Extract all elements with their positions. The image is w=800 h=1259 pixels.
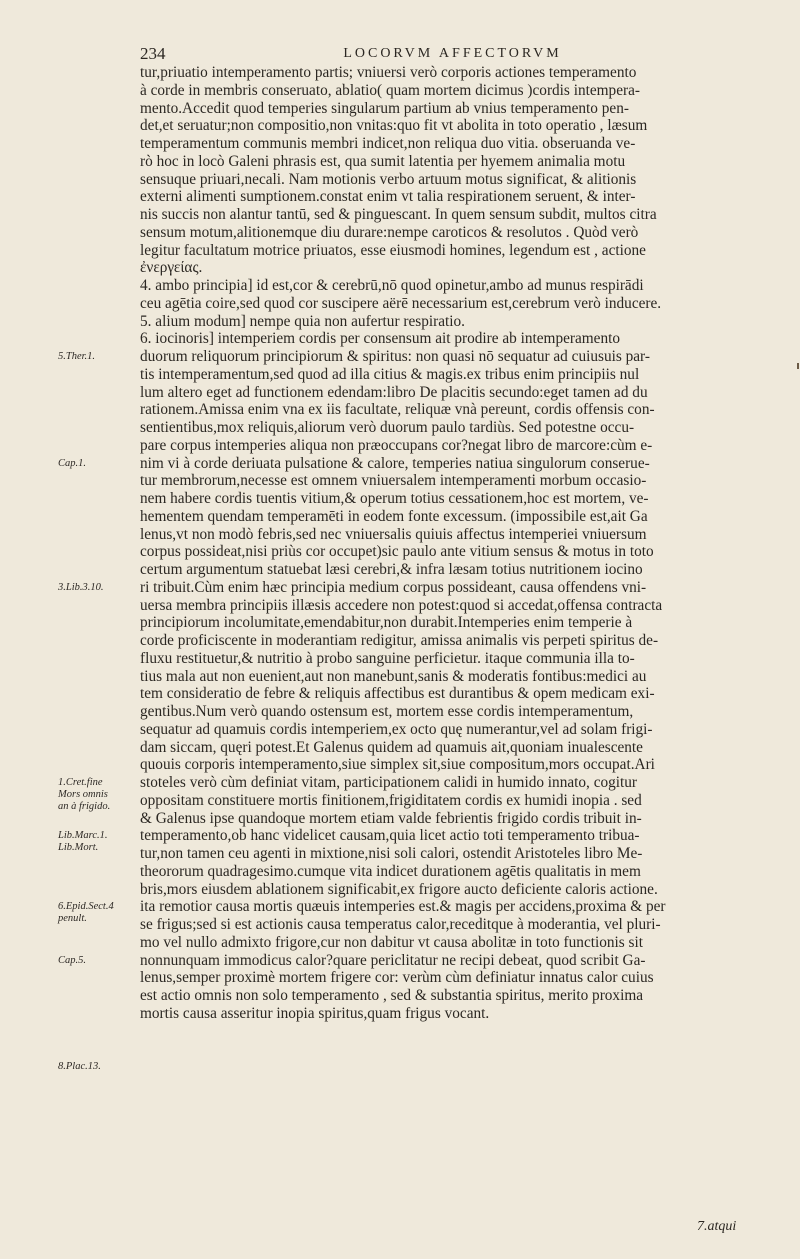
text-line: nim vi à corde deriuata pulsatione & calore, temperies natiua singulorum conserue-: [140, 454, 650, 472]
text-line: lenus,vt non modò febris,sed nec vniuersalis quiuis affectus intemperiei vniuersum: [140, 525, 647, 543]
text-line: corde proficiscente in moderantiam redigitur, amissa animalis vis perpeti spiritus de-: [140, 632, 659, 649]
text-line: fluxu restituetur,& nutritio à probo sanguine perficietur. itaque communia illa to-: [140, 649, 635, 667]
text-line: à corde in membris conseruato, ablatio( quam mortem dicimus )cordis intempera-: [140, 81, 640, 99]
margin-note-line: 5.Ther.1.: [58, 351, 96, 362]
text-line: 4. ambo principia] id est,cor & cerebrū,nō quod opinetur,ambo ad munus respirādi: [140, 277, 644, 294]
text-line: uersa membra principiis illæsis accedere non potest:quod si accedat,offensa contracta: [140, 596, 663, 614]
text-line: theororum quadragesimo.cumque vita indicet durationem agētis qualitatis in mem: [140, 862, 641, 880]
text-line: 5. alium modum] nempe quia non aufertur respiratio.: [140, 312, 465, 330]
margin-note-line: 6.Epid.Sect.4: [58, 901, 114, 913]
text-line: sequatur ad quamuis cordis intemperiem,ex octo quę numerantur,vel ad solam frigi-: [140, 720, 653, 738]
text-line: corpus possideat,nisi priùs cor occupet)sic paulo ante vitium sensus & motus in toto: [140, 543, 654, 561]
catchword: 7.atqui: [697, 1219, 737, 1234]
margin-note-line: Cap.1.: [58, 457, 87, 469]
text-line: tius mala aut non euenient,aut non manebunt,sanis & moderatis fontibus:medici au: [140, 667, 647, 685]
margin-note: [58, 351, 138, 363]
margin-note-line: Mors omnis: [58, 789, 108, 800]
text-line: sensum motum,alitionemque diu durare:nempe caroticos & resolutos . Quòd verò: [140, 223, 639, 241]
running-title: LOCORVM AFFECTORVM: [343, 46, 562, 61]
text-line: est actio omnis non solo temperamento , sed & substantia spiritus, merito proxima: [140, 987, 644, 1004]
text-line: 6. iocinoris] intemperiem cordis per consensum ait prodire ab intemperamento: [140, 330, 621, 348]
text-line: mo vel nullo admixto frigore,cur non dabitur vt causa abolitæ in toto functionis sit: [140, 933, 644, 951]
text-line: lenus,semper proximè mortem frigere cor: verùm cùm definiatur innatus calor cuius: [140, 969, 654, 987]
text-line: bris,mors eiusdem ablationem significabit,ex frigore aucto deficiente caloris actione.: [140, 880, 658, 898]
folio-number: 234: [140, 44, 166, 63]
text-line: hementem quendam temperamēti in eodem fonte excessum. (impossibile est,ait Ga: [140, 507, 648, 525]
text-line: sensuque priuari,necali. Nam motionis verbo artuum motus significat, & alitionis: [140, 170, 637, 188]
text-line: temperamento,ob hanc videlicet causam,quia licet actio toti temperamento tribua-: [140, 827, 640, 845]
text-line: sentientibus,mox reliquis,aliorum verò duorum paulo tardiùs. Sed potestne occu-: [140, 419, 635, 436]
margin-note: [58, 458, 138, 470]
text-line: se frigus;sed si est actionis causa temperatus calor,receditque à moderantia, vel pluri-: [140, 916, 661, 933]
text-line: externi alimenti sumptionem.constat enim vt talia respirationem seruent, & inter-: [140, 188, 636, 206]
text-line: tis intemperamentum,sed quod ad illa citius & magis.ex tribus enim principiis nul: [140, 365, 640, 383]
margin-note: [58, 777, 138, 813]
text-line: tur,priuatio intemperamento partis; vniuersi verò corporis actiones temperamento: [140, 64, 637, 81]
margin-note-line: an à frigido.: [58, 801, 111, 812]
text-line: pare corpus intemperies aliqua non præoccupans cor?negat libro de marcore:cùm e-: [140, 436, 653, 454]
text-line: oppositam constituere mortis finitionem,frigiditatem cordis ex humidi inopia . sed: [140, 791, 642, 809]
text-line: nis succis non alantur tantū, sed & pinguescant. In quem sensum subdit, multos citra: [140, 206, 657, 223]
margin-note-line: penult.: [58, 913, 87, 925]
main-text: [140, 64, 765, 1023]
text-line: gentibus.Num verò quando ostensum est, mortem esse cordis intemperamentum,: [140, 703, 634, 720]
text-line: ἐνεργείας.: [140, 259, 203, 277]
text-line: ita remotior causa mortis quæuis intemperies est.& magis per accidens,proxima & per: [140, 898, 666, 916]
text-line: temperamentum communis membri indicet,non reliqua duo vitia. obseruanda ve-: [140, 135, 636, 152]
text-line: legitur facultatum motrice priuatos, esse eiusmodi homines, legendum est , actione: [140, 241, 646, 259]
margin-note-line: 3.Lib.3.10.: [58, 581, 104, 593]
text-line: tur membrorum,necesse est omnem vniuersalem intemperamenti morbum occasio-: [140, 472, 647, 490]
margin-note: [58, 830, 138, 854]
margin-note: [58, 1061, 138, 1073]
text-line: tem consideratio de febre & reliquis affectibus est durantibus & opem medicam exi-: [140, 685, 655, 703]
page-speck: [797, 363, 799, 369]
text-line: certum argumentum statuebat læsi cerebri,& infra læsam totius nutritionem iocino: [140, 561, 643, 578]
text-line: dam siccam, quęri potest.Et Galenus quidem ad quamuis ait,quoniam inualescente: [140, 738, 643, 756]
text-line: & Galenus ipse quandoque mortem etiam valde febrientis frigido cordis tribuit in-: [140, 809, 642, 827]
text-line: mento.Accedit quod temperies singularum partium ab vnius temperamento pen-: [140, 99, 629, 117]
margin-note-line: Lib.Mort.: [58, 842, 99, 854]
text-line: nonnunquam immodicus calor?quare periclitatur ne recipi debeat, quod scribit Ga-: [140, 951, 646, 969]
text-line: duorum reliquorum principiorum & spiritus: non quasi nō sequatur ad cuiusuis par-: [140, 348, 650, 365]
text-line: ceu agētia coire,sed quod cor suscipere aërē necessarium est,cerebrum verò inducere.: [140, 294, 662, 312]
text-line: rationem.Amissa enim vna ex iis facultate, reliquæ vnà pereunt, cordis offensis con-: [140, 401, 655, 419]
margin-note-line: 1.Cret.fine: [58, 777, 103, 788]
text-line: nem habere cordis tuentis vitium,& operum totius cessationem,hoc est mortem, ve-: [140, 490, 649, 507]
margin-note: [58, 955, 138, 967]
text-line: det,et seruatur;non compositio,non vnitas:quo fit vt abolita in toto operatio , læsum: [140, 117, 648, 135]
margin-note-line: Lib.Marc.1.: [58, 830, 108, 842]
text-line: rò hoc in locò Galeni phrasis est, qua sumit latentia per hyemem animalia motu: [140, 152, 626, 170]
text-line: principiorum incolumitate,emendabitur,non durabit.Intemperies enim temperie à: [140, 614, 633, 632]
margin-note-line: Cap.5.: [58, 954, 87, 966]
text-line: quouis corporis intemperamento,siue simplex sit,siue compositum,mors occupat.Ari: [140, 756, 655, 774]
text-line: lum altero eget ad functionem edendam:libro De placitis secundo:eget tamen ad du: [140, 383, 648, 401]
margin-note: [58, 901, 138, 925]
text-line: ri tribuit.Cùm enim hæc principia medium corpus possideant, causa offendens vni-: [140, 578, 647, 596]
text-line: tur,non tamen ceu agenti in mixtione,nisi soli calori, ostendit Aristoteles libro Me-: [140, 845, 643, 862]
margin-note: [58, 582, 138, 594]
text-line: mortis causa asseritur inopia spiritus,quam frigus vocant.: [140, 1004, 490, 1022]
margin-note-line: 8.Plac.13.: [58, 1061, 101, 1072]
text-line: stoteles verò cùm definiat vitam, participationem calidi in humido innato, cogitur: [140, 774, 638, 791]
